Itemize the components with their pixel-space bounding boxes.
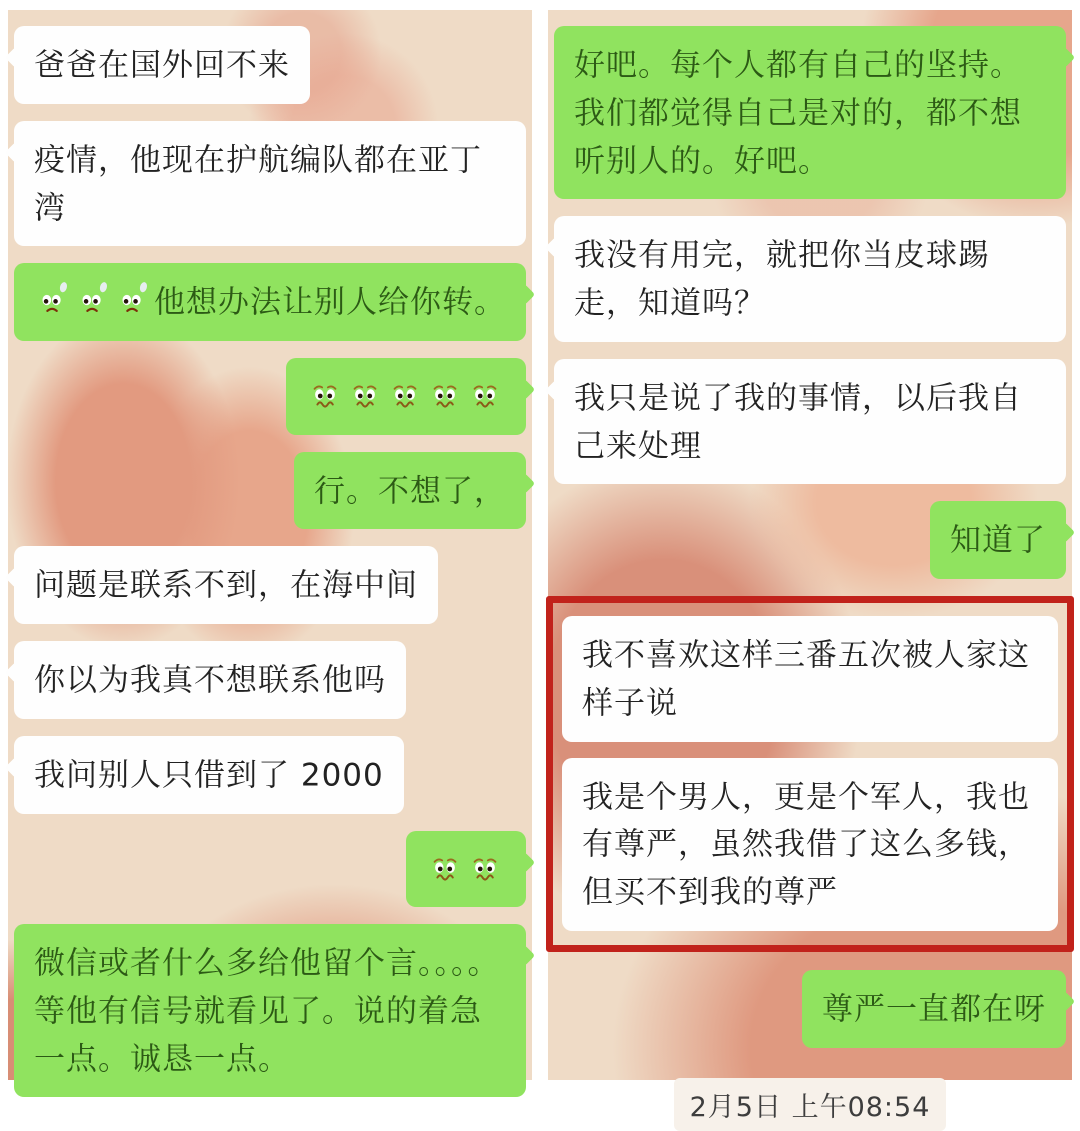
yellow-worried-emoji-icon [426, 849, 464, 887]
yellow-worried-emoji-icon [346, 376, 384, 414]
sent-message-bubble[interactable] [802, 970, 1066, 1048]
message-row [14, 831, 526, 908]
sent-message-bubble[interactable] [554, 26, 1066, 199]
message-row [14, 358, 526, 435]
message-row [14, 736, 526, 814]
received-message-bubble[interactable] [14, 736, 404, 814]
received-message-bubble[interactable] [14, 121, 526, 247]
message-row [554, 26, 1066, 199]
orange-sweat-emoji-icon [114, 281, 152, 319]
orange-sweat-emoji-icon [34, 281, 72, 319]
message-row [14, 641, 526, 719]
sent-message-bubble[interactable] [406, 831, 526, 908]
yellow-worried-emoji-icon [466, 376, 504, 414]
message-text: 尊严一直都在呀 [822, 991, 1046, 1027]
message-row [554, 970, 1066, 1048]
timestamp-text: 2月5日 上午08:54 [689, 1091, 931, 1123]
message-row [14, 546, 526, 624]
message-text: 我是个男人，更是个军人，我也有尊严，虽然我借了这么多钱，但买不到我的尊严 [582, 778, 1030, 911]
left-chat-panel [8, 10, 532, 1080]
message-text: 问题是联系不到，在海中间 [34, 567, 418, 604]
message-text: 我问别人只借到了 2000 [34, 757, 384, 793]
sent-message-bubble[interactable] [14, 924, 526, 1097]
right-chat-panel [548, 10, 1072, 1123]
received-message-bubble-highlighted[interactable] [562, 758, 1058, 931]
message-row [14, 26, 526, 104]
message-text: 我没有用完，就把你当皮球踢走，知道吗？ [574, 237, 990, 322]
message-text: 好吧。每个人都有自己的坚持。我们都觉得自己是对的，都不想听别人的。好吧。 [574, 47, 1022, 179]
message-row [554, 501, 1066, 579]
yellow-worried-emoji-icon [466, 849, 504, 887]
received-message-bubble[interactable] [14, 546, 438, 624]
message-row [14, 452, 526, 530]
message-row [562, 758, 1058, 931]
message-text: 我不喜欢这样三番五次被人家这样子说 [582, 637, 1030, 721]
received-message-bubble[interactable] [554, 359, 1066, 485]
message-row [554, 359, 1066, 485]
message-text: 他想办法让别人给你转。 [154, 284, 506, 321]
message-text: 爸爸在国外回不来 [34, 47, 290, 84]
sent-message-bubble[interactable] [930, 501, 1066, 579]
orange-sweat-emoji-icon [74, 281, 112, 319]
message-text: 疫情，他现在护航编队都在亚丁湾 [34, 142, 482, 226]
yellow-worried-emoji-icon [426, 376, 464, 414]
message-text: 我只是说了我的事情，以后我自己来处理 [574, 380, 1022, 464]
message-text: 你以为我真不想联系他吗 [34, 662, 386, 699]
received-message-bubble-highlighted[interactable] [562, 616, 1058, 742]
sent-message-bubble[interactable] [14, 263, 526, 341]
received-message-bubble[interactable] [14, 641, 406, 719]
message-row [14, 263, 526, 341]
message-row [562, 616, 1058, 742]
timestamp-pill [674, 1078, 947, 1131]
message-text: 微信或者什么多给他留个言。。。。等他有信号就看见了。说的着急一点。诚恳一点。 [34, 945, 500, 1077]
message-row [554, 216, 1066, 342]
timestamp-row [548, 1078, 1072, 1131]
message-row [14, 121, 526, 247]
message-text: 知道了 [950, 522, 1046, 559]
received-message-bubble[interactable] [14, 26, 310, 104]
received-message-bubble[interactable] [554, 216, 1066, 342]
sent-message-bubble[interactable] [286, 358, 526, 435]
yellow-worried-emoji-icon [306, 376, 344, 414]
message-row [14, 924, 526, 1097]
highlight-box [546, 596, 1074, 952]
message-text: 行。不想了， [314, 472, 506, 509]
yellow-worried-emoji-icon [386, 376, 424, 414]
sent-message-bubble[interactable] [294, 452, 526, 530]
